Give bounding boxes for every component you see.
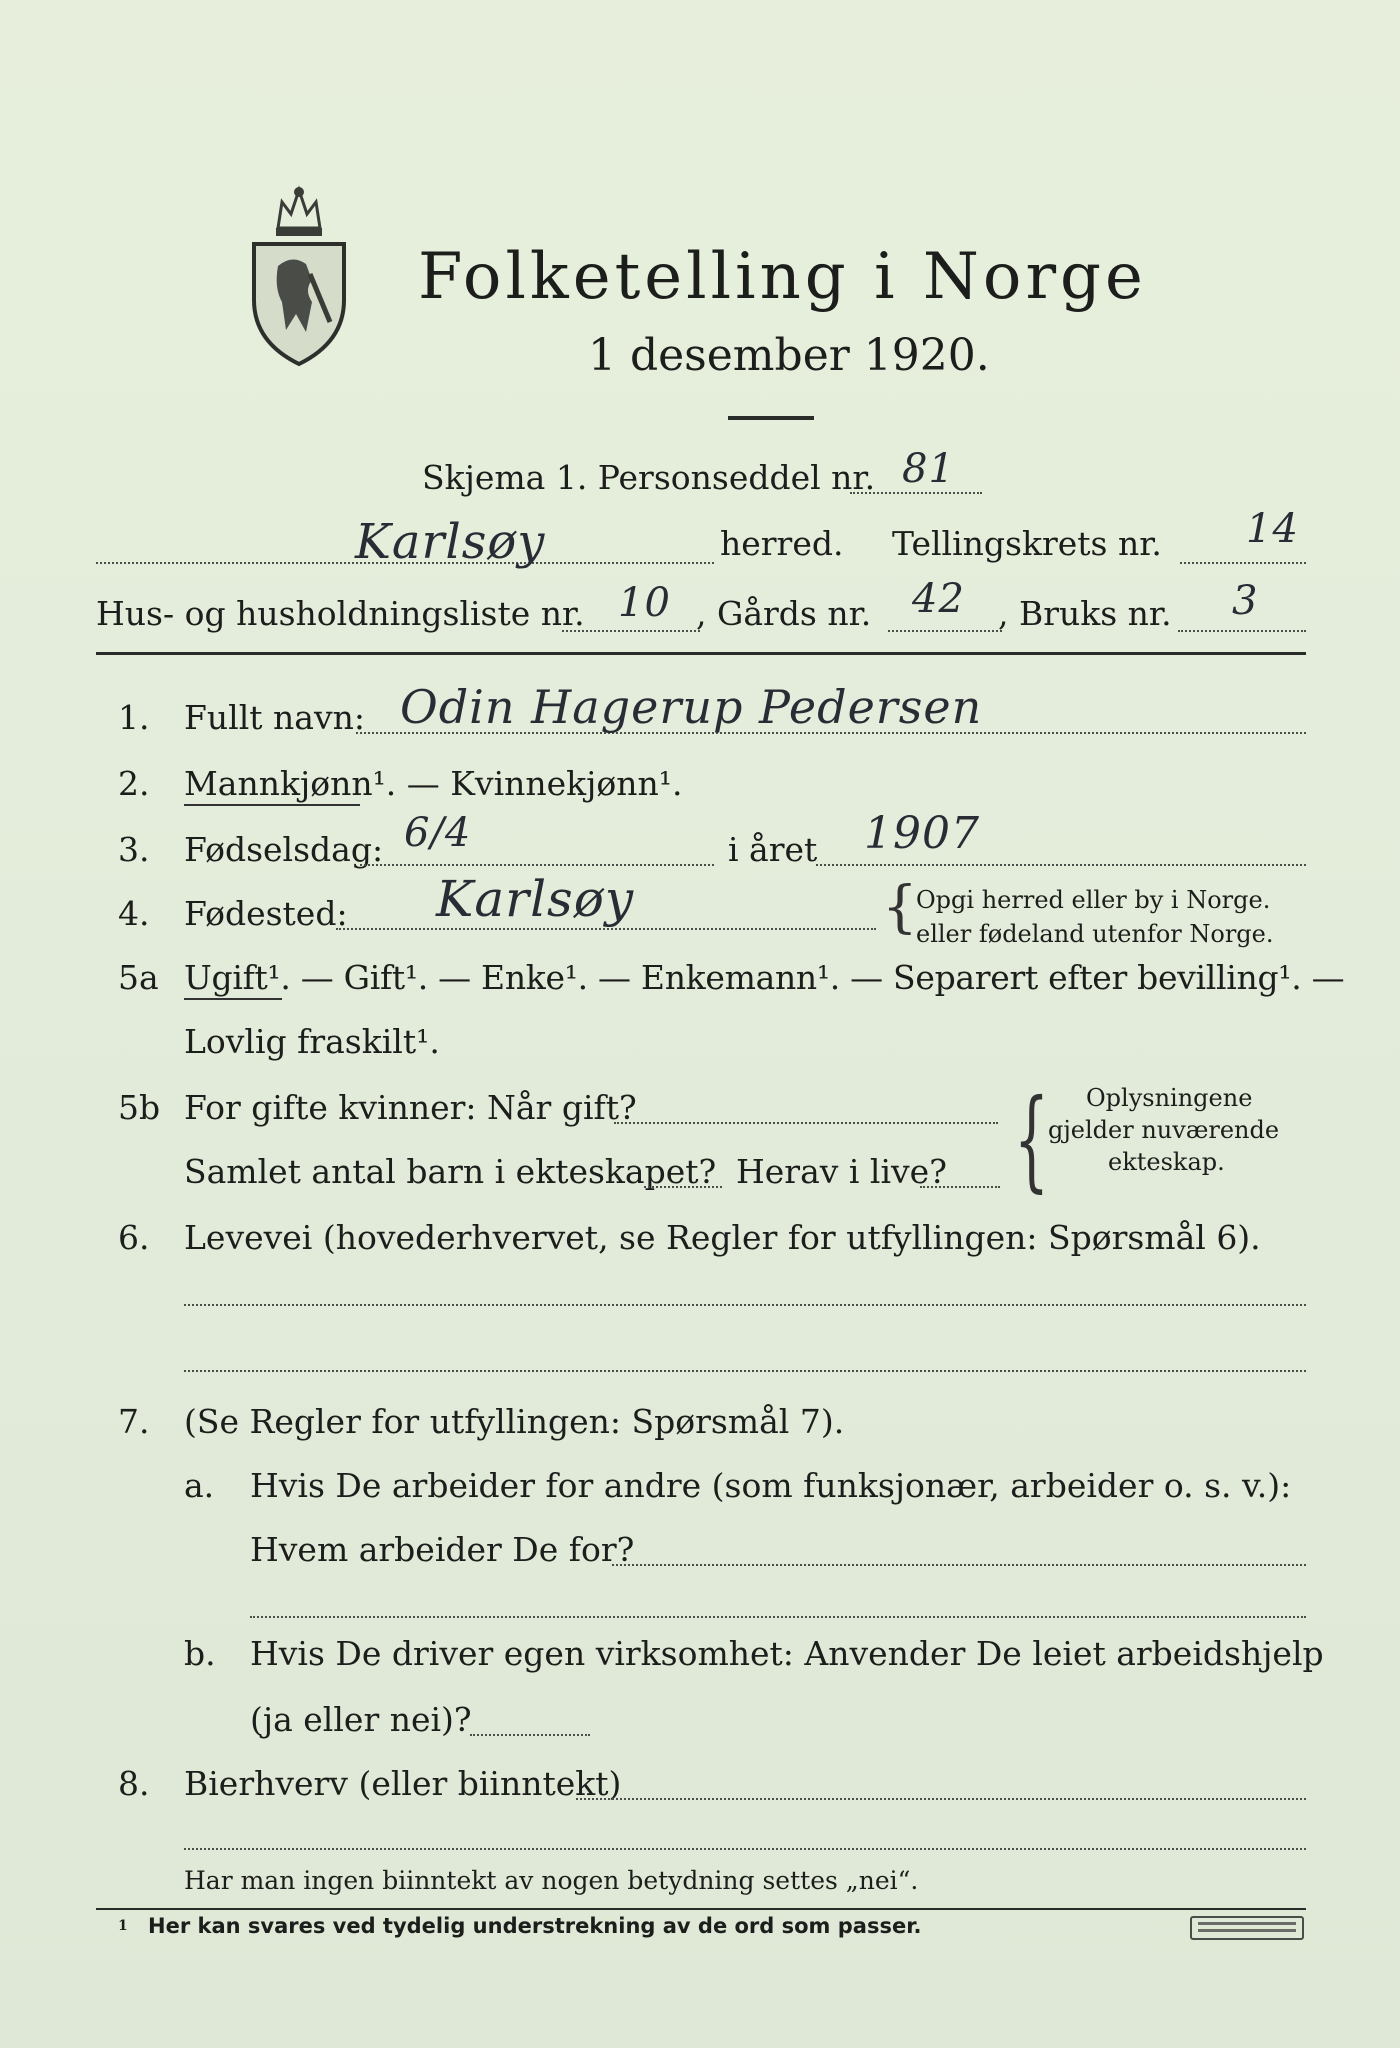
q5a-ugift-underline — [184, 998, 282, 1000]
q4-note-line-1: Opgi herred eller by i Norge. — [916, 886, 1271, 914]
footnote-marker: 1 — [118, 1918, 128, 1934]
q8-answer-line-2 — [184, 1848, 1306, 1850]
tellingskrets-value-line — [1180, 562, 1306, 564]
footnote-text: Her kan svares ved tydelig understrekning av de ord som passer. — [148, 1914, 922, 1938]
title-divider — [728, 416, 814, 420]
q1-label: Fullt navn: — [184, 698, 365, 737]
q7a-label-2: Hvem arbeider De for? — [250, 1530, 635, 1569]
q6-number: 6. — [118, 1218, 150, 1257]
schema-label: Skjema 1. Personseddel nr. — [422, 458, 876, 497]
q3-year-value: 1907 — [864, 808, 980, 859]
gards-label: , Gårds nr. — [696, 594, 872, 633]
q2-label: Mannkjønn¹. — Kvinnekjønn¹. — [184, 764, 683, 803]
q4-note-line-2: eller fødeland utenfor Norge. — [916, 920, 1274, 948]
q4-value-line — [336, 928, 876, 930]
gards-value-line — [888, 630, 1002, 632]
q7b-label-2: (ja eller nei)? — [250, 1700, 472, 1739]
gards-value: 42 — [912, 576, 965, 622]
q4-number: 4. — [118, 894, 150, 933]
q7b-label: Hvis De driver egen virksomhet: Anvender De leiet arbeidshjelp — [250, 1634, 1324, 1673]
q8-note: Har man ingen biinntekt av nogen betydning settes „nei“. — [184, 1866, 919, 1895]
q5a-label: Ugift¹. — Gift¹. — Enke¹. — Enkemann¹. — Separert efter bevilling¹. — — [184, 958, 1345, 997]
q7-number: 7. — [118, 1402, 150, 1441]
q5b-label: For gifte kvinner: Når gift? — [184, 1088, 637, 1127]
herred-label: herred. — [720, 524, 844, 563]
q2-mannkjonn-underline — [184, 804, 360, 806]
q5b-note-line-3: ekteskap. — [1108, 1148, 1225, 1176]
q8-label: Bierhverv (eller biinntekt) — [184, 1764, 622, 1803]
q4-birthplace-value: Karlsøy — [436, 870, 635, 928]
tellingskrets-value: 14 — [1246, 506, 1299, 552]
q3-value-line — [360, 864, 714, 866]
schema-value-line — [850, 492, 982, 494]
bruks-value-line — [1178, 630, 1306, 632]
q5b-note-line-1: Oplysningene — [1086, 1084, 1253, 1112]
q8-number: 8. — [118, 1764, 150, 1803]
q7b-answer-line — [470, 1734, 590, 1736]
q5b-label-2: Samlet antal barn i ekteskapet? — [184, 1152, 717, 1191]
form-date: 1 desember 1920. — [588, 330, 990, 381]
q5a-label-2: Lovlig fraskilt¹. — [184, 1022, 440, 1061]
schema-value: 81 — [902, 446, 955, 492]
q7-label: (Se Regler for utfyllingen: Spørsmål 7). — [184, 1402, 845, 1441]
q4-note-bracket: { — [882, 875, 918, 940]
tellingskrets-label: Tellingskrets nr. — [892, 524, 1162, 563]
q5a-number: 5a — [118, 958, 159, 997]
bruks-value: 3 — [1232, 578, 1259, 624]
q4-label: Fødested: — [184, 894, 348, 933]
q7a-number: a. — [184, 1466, 215, 1505]
hus-value: 10 — [618, 580, 671, 626]
q3-number: 3. — [118, 830, 150, 869]
q5b-number: 5b — [118, 1088, 161, 1127]
q1-number: 1. — [118, 698, 150, 737]
q5b-note-bracket: { — [1014, 1075, 1049, 1203]
q5b-note-line-2: gjelder nuværende — [1048, 1116, 1280, 1144]
header-separator — [96, 652, 1306, 655]
q5b-label-3: Herav i live? — [736, 1152, 947, 1191]
q3-year-label: i året — [728, 830, 818, 869]
q6-label: Levevei (hovederhvervet, se Regler for utfyllingen: Spørsmål 6). — [184, 1218, 1261, 1257]
q2-number: 2. — [118, 764, 150, 803]
herred-value: Karlsøy — [355, 514, 546, 570]
q6-answer-line-2 — [184, 1370, 1306, 1372]
q1-full-name-value: Odin Hagerup Pedersen — [400, 680, 983, 734]
hus-label: Hus- og husholdningsliste nr. — [96, 594, 585, 633]
bruks-label: , Bruks nr. — [998, 594, 1172, 633]
q7b-number: b. — [184, 1634, 216, 1673]
footer-separator — [96, 1908, 1306, 1910]
q7a-label: Hvis De arbeider for andre (som funksjonær, arbeider o. s. v.): — [250, 1466, 1292, 1505]
coat-of-arms-emblem — [248, 182, 350, 368]
q5b-married-line — [614, 1122, 998, 1124]
q3-birthday-value: 6/4 — [404, 810, 472, 856]
q3-label: Fødselsdag: — [184, 830, 384, 869]
q5b-children-line — [644, 1186, 722, 1188]
printer-stamp — [1190, 1916, 1304, 1940]
q7a-answer-line-2 — [250, 1616, 1306, 1618]
q3-year-line — [816, 864, 1306, 866]
q5b-alive-line — [920, 1186, 1000, 1188]
q8-answer-line-1 — [576, 1798, 1306, 1800]
form-title: Folketelling i Norge — [418, 240, 1147, 314]
q7a-answer-line-1 — [612, 1564, 1306, 1566]
hus-value-line — [562, 630, 700, 632]
q6-answer-line-1 — [184, 1304, 1306, 1306]
